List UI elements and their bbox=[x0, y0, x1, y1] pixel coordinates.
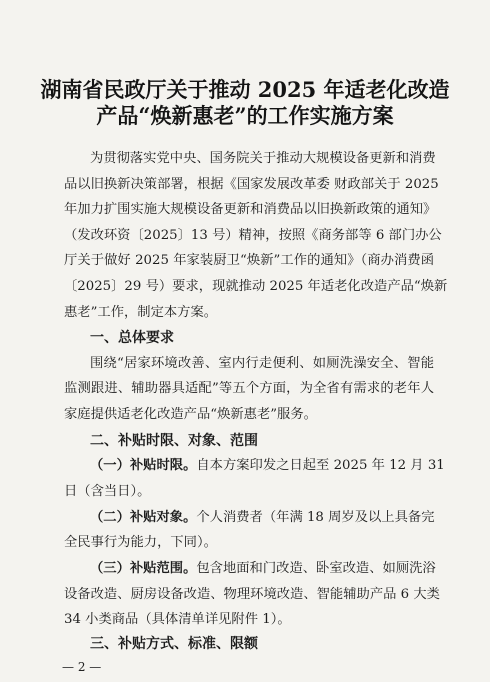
item-1-line-1 bbox=[90, 457, 445, 475]
section-1-line-3: 家庭提供适老化改造产品“焕新惠老”服务。 bbox=[64, 407, 317, 422]
item-3-line-1 bbox=[90, 560, 434, 578]
item-1-label: （一）补贴时限。 bbox=[90, 458, 197, 473]
section-1-heading: 一、总体要求 bbox=[90, 330, 174, 346]
item-1-line-2: 日（含当日）。 bbox=[64, 484, 151, 499]
item-2-label: （二）补贴对象。 bbox=[90, 510, 197, 525]
item-1-text: 自本方案印发之日起至 2025 年 12 月 31 bbox=[196, 458, 445, 473]
item-2-line-1 bbox=[90, 509, 434, 527]
item-3-text: 包含地面和门改造、卧室改造、如厕洗浴 bbox=[196, 561, 436, 576]
item-2-text: 个人消费者（年满 18 周岁及以上具备完 bbox=[196, 510, 435, 525]
intro-line-6: 〔2025〕29 号）要求，现就推动 2025 年适老化改造产品“焕新 bbox=[64, 279, 448, 294]
item-3-label: （三）补贴范围。 bbox=[90, 561, 197, 576]
intro-line-4: （发改环资〔2025〕13 号）精神，按照《商务部等 6 部门办公 bbox=[64, 228, 442, 243]
intro-line-2: 品以旧换新决策部署，根据《国家发展改革委 财政部关于 2025 bbox=[64, 177, 439, 192]
item-3-line-3: 34 小类商品（具体清单详见附件 1）。 bbox=[64, 612, 291, 627]
section-1-line-1: 围绕“居家环境改善、室内行走便利、如厕洗澡安全、智能 bbox=[90, 356, 434, 371]
intro-line-1: 为贯彻落实党中央、国务院关于推动大规模设备更新和消费 bbox=[90, 151, 436, 166]
document-title-line-2: 产品“焕新惠老”的工作实施方案 bbox=[96, 103, 394, 128]
section-1-line-2: 监测跟进、辅助器具适配”等五个方面，为全省有需求的老年人 bbox=[64, 381, 434, 396]
intro-line-7: 惠老”工作，制定本方案。 bbox=[64, 305, 218, 320]
intro-line-5: 厅关于做好 2025 年家装厨卫“焕新”工作的通知》（商办消费函 bbox=[64, 253, 434, 268]
page-number: — 2 — bbox=[62, 660, 102, 674]
item-2-line-2: 全民事行为能力，下同）。 bbox=[64, 535, 217, 550]
section-2-heading: 二、补贴时限、对象、范围 bbox=[90, 433, 258, 449]
item-3-line-2: 设备改造、厨房设备改造、物理环境改造、智能辅助产品 6 大类 bbox=[64, 587, 440, 602]
intro-line-3: 年加力扩围实施大规模设备更新和消费品以旧换新政策的通知》 bbox=[64, 202, 437, 217]
document-title-line-1: 湖南省民政厅关于推动 2025 年适老化改造 bbox=[40, 77, 450, 102]
section-3-heading: 三、补贴方式、标准、限额 bbox=[90, 636, 258, 652]
